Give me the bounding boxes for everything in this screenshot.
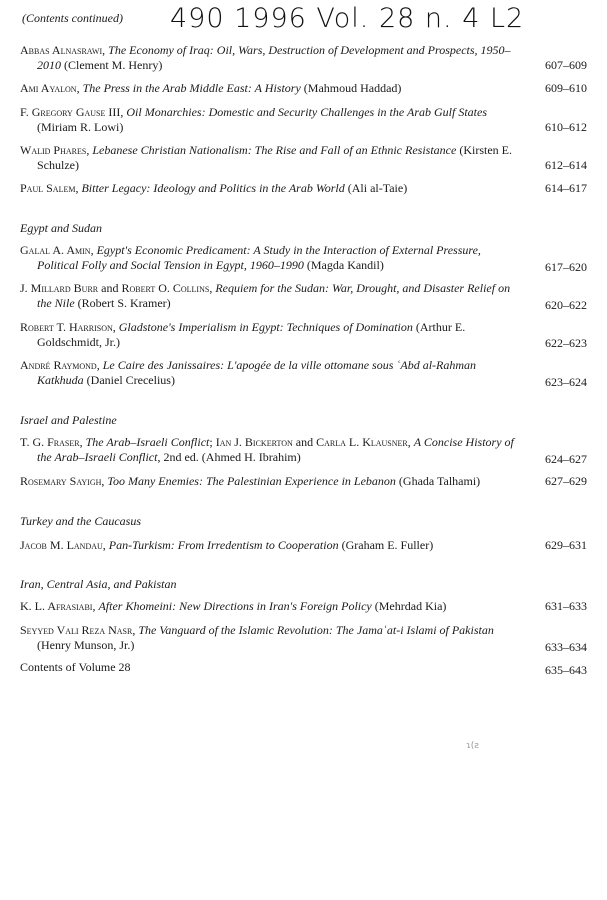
review-entry: 627–629 Rosemary Sayigh, Too Many Enemies: The Palestinian Experience in Lebanon (Ghada Talhami) [20,474,587,488]
book-title: The Arab–Israeli Conflict [85,435,210,449]
page-header [22,3,592,39]
author-name: Seyyed Vali Reza Nasr [20,623,133,637]
review-entry: 622–623 Robert T. Harrison, Gladstone's Imperialism in Egypt: Techniques of Domination (Arthur E. Goldschmidt, Jr.) [20,320,587,350]
contents-continued-label: (Contents continued) [22,11,123,25]
contents-of-volume-entry [20,660,587,675]
book-title: Gladstone's Imperialism in Egypt: Techniques of Domination [118,320,413,334]
review-entry: 623–624 André Raymond, Le Caire des Janissaires: L'apogée de la ville ottomane sous ʿAbd al-Rahman Katkhuda (Daniel Crecelius) [20,358,587,389]
author-name: Walid Phares [20,143,87,157]
reviewer-name: (Daniel Crecelius) [83,373,175,387]
reviewer-name: (Clement M. Henry) [61,58,163,72]
review-entry: 620–622 J. Millard Burr and Robert O. Collins, Requiem for the Sudan: War, Drought, and Disaster Relief on the Nile (Robert S. Kramer) [20,281,587,312]
review-entry: 629–631 Jacob M. Landau, Pan-Turkism: From Irredentism to Cooperation (Graham E. Fuller) [20,538,587,552]
book-title: Bitter Legacy: Ideology and Politics in the Arab World [81,181,345,195]
page-range: 617–620 [545,260,587,274]
review-entry: 617–620 Galal A. Amin, Egypt's Economic Predicament: A Study in the Interaction of External Pressure, Political Folly and Social Tension in Egypt, 1960–1990 (Magda Kandil) [20,243,587,274]
review-entry: 610–612 F. Gregory Gause III, Oil Monarchies: Domestic and Security Challenges in the Arab Gulf States (Miriam R. Lowi) [20,105,587,134]
section-heading: Iran, Central Asia, and Pakistan [20,577,177,591]
author-name: Paul Salem [20,181,76,195]
book-title: Le Caire des Janissaires: L'apogée de la ville ottomane sous ʿAbd al-Rahman Katkhuda [37,358,477,387]
reviewer-name: (Henry Munson, Jr.) [37,638,135,652]
author-name: F. Gregory Gause III [20,105,121,119]
stray-mark: ɿ(ƨ [466,741,479,751]
reviewer-name: (Miriam R. Lowi) [37,120,124,134]
review-entry: 631–633 K. L. Afrasiabi, After Khomeini: New Directions in Iran's Foreign Policy (Mehrdad Kia) [20,599,587,613]
page-range: 609–610 [545,81,587,95]
review-entry: 612–614 Walid Phares, Lebanese Christian Nationalism: The Rise and Fall of an Ethnic Resistance (Kirsten E. Schulze) [20,143,587,172]
review-entry: 607–609 Abbas Alnasrawi, The Economy of Iraq: Oil, Wars, Destruction of Development and Prospects, 1950–2010 (Clement M. Henry) [20,43,587,72]
reviewer-name: , 2nd ed. (Ahmed H. Ibrahim) [157,450,301,464]
book-title: Too Many Enemies: The Palestinian Experience in Lebanon [107,474,396,488]
reviewer-name: (Robert S. Kramer) [74,296,171,310]
author-name: J. Millard Burr [20,281,99,295]
author-name: Abbas Alnasrawi [20,43,103,57]
author-name: Ian J. Bickerton [215,435,293,449]
book-title: A Concise History of the Arab–Israeli Conflict [37,435,514,464]
page-range: 635–643 [545,663,587,677]
page-range: 610–612 [545,120,587,134]
reviewer-name: (Graham E. Fuller) [338,538,434,552]
reviewer-name: (Ghada Talhami) [395,474,481,488]
author-name: Jacob M. Landau [20,538,103,552]
page-range: 624–627 [545,452,587,466]
page-range: 620–622 [545,298,587,312]
review-entry: 614–617 Paul Salem, Bitter Legacy: Ideology and Politics in the Arab World (Ali al-Taie) [20,181,587,195]
book-title: After Khomeini: New Directions in Iran's Foreign Policy [98,599,372,613]
author-name: Carla L. Klausner [316,435,408,449]
page-range: 614–617 [545,181,587,195]
page-range: 612–614 [545,158,587,172]
handwritten-annotation: 490 1996 Vol. 28 n. 4 L2 [170,3,525,34]
author-name: Ami Ayalon [20,81,77,95]
author-name: Rosemary Sayigh [20,474,102,488]
book-title: Egypt's Economic Predicament: A Study in the Interaction of External Pressure, Political Folly and Social Tension in Egypt, 1960–1990 [37,243,481,272]
author-name: Robert T. Harrison [20,320,113,334]
page-range: 622–623 [545,336,587,350]
page-range: 633–634 [545,640,587,654]
review-entry: 624–627 T. G. Fraser, The Arab–Israeli Conflict; Ian J. Bickerton and Carla L. Klausner, A Concise History of the Arab–Israeli Conflict, 2nd ed. (Ahmed H. Ibrahim) [20,435,587,466]
author-name: Robert O. Collins [121,281,210,295]
page-range: 627–629 [545,474,587,488]
book-title: The Economy of Iraq: Oil, Wars, Destruction of Development and Prospects, 1950–2010 [37,43,511,72]
book-title: Lebanese Christian Nationalism: The Rise and Fall of an Ethnic Resistance [92,143,457,157]
contents-of-volume-label: Contents of Volume 28 [20,660,131,674]
reviewer-name: (Kirsten E. Schulze) [37,143,512,172]
author-name: Galal A. Amin [20,243,91,257]
reviewer-name: (Magda Kandil) [303,258,384,272]
section-heading: Israel and Palestine [20,413,117,427]
page-range: 623–624 [545,375,587,389]
section-heading: Egypt and Sudan [20,221,102,235]
reviewer-name: (Mehrdad Kia) [371,599,447,613]
review-entry: 633–634 Seyyed Vali Reza Nasr, The Vanguard of the Islamic Revolution: The Jamaʿat-i Islami of Pakistan (Henry Munson, Jr.) [20,623,587,654]
reviewer-name: (Arthur E. Goldschmidt, Jr.) [37,320,466,349]
reviewer-name: (Ali al-Taie) [344,181,408,195]
author-name: T. G. Fraser [20,435,80,449]
book-title: Requiem for the Sudan: War, Drought, and Disaster Relief on the Nile [37,281,511,310]
book-title: Pan-Turkism: From Irredentism to Cooperation [108,538,339,552]
page-range: 607–609 [545,58,587,72]
page-range: 631–633 [545,599,587,613]
reviewer-name: (Mahmoud Haddad) [300,81,402,95]
page-range: 629–631 [545,538,587,552]
review-entry: 609–610 Ami Ayalon, The Press in the Arab Middle East: A History (Mahmoud Haddad) [20,81,587,95]
author-name: K. L. Afrasiabi [20,599,93,613]
book-title: The Press in the Arab Middle East: A History [82,81,301,95]
book-title: The Vanguard of the Islamic Revolution: The Jamaʿat-i Islami of Pakistan [138,623,494,637]
book-title: Oil Monarchies: Domestic and Security Challenges in the Arab Gulf States [126,105,487,119]
author-name: André Raymond [20,358,97,372]
section-heading: Turkey and the Caucasus [20,514,141,528]
